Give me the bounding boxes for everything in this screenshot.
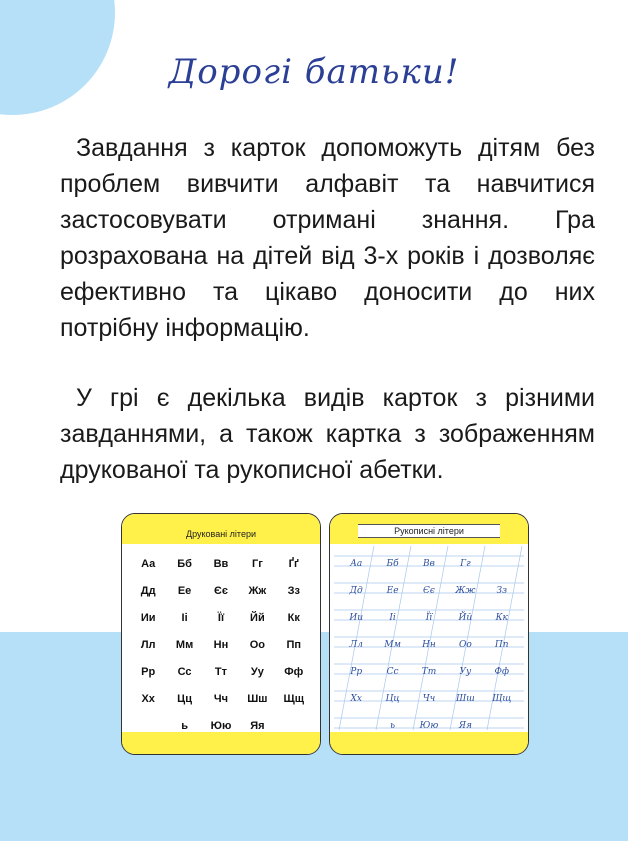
- letter-row: [130, 631, 312, 658]
- letter-pair: Нн: [422, 639, 436, 650]
- letter-pair: Рр: [141, 665, 156, 678]
- letter-pair: Сс: [177, 665, 192, 678]
- letter-pair: Її: [217, 611, 225, 624]
- letter-pair: Аа: [141, 557, 156, 570]
- letter-row: [130, 550, 312, 577]
- letter-pair: Нн: [213, 638, 229, 651]
- letter-pair: Тт: [214, 665, 228, 678]
- letter-pair: Бб: [386, 558, 399, 569]
- letter-pair: Жж: [455, 585, 476, 596]
- letter-pair: Ии: [349, 612, 364, 623]
- letter-pair: Зз: [496, 585, 508, 596]
- letter-pair: Цц: [385, 693, 400, 704]
- letter-pair: Лл: [349, 639, 363, 650]
- handwritten-letters-card: [329, 513, 529, 755]
- printed-letters-card: [121, 513, 321, 755]
- letter-pair: Іі: [389, 612, 396, 623]
- letter-pair: Чч: [213, 692, 229, 705]
- letter-pair: Йй: [458, 612, 473, 623]
- letter-pair: Жж: [248, 584, 267, 597]
- letter-pair: Яя: [250, 719, 265, 732]
- letter-pair: Шш: [455, 693, 475, 704]
- letter-pair: Рр: [350, 666, 363, 677]
- letter-pair: Її: [425, 612, 433, 623]
- card-footer: [122, 732, 320, 754]
- letter-pair: ь: [390, 720, 396, 731]
- letter-pair: Мм: [384, 639, 401, 650]
- letter-row: [130, 604, 312, 631]
- letter-pair: Вв: [213, 557, 229, 570]
- letter-pair: Пп: [494, 639, 509, 650]
- letter-pair: Ґґ: [288, 557, 299, 570]
- letter-pair: Уу: [459, 666, 472, 677]
- letter-pair: Чч: [422, 693, 436, 704]
- letter-pair: Пп: [286, 638, 302, 651]
- letter-pair: Оо: [249, 638, 265, 651]
- letter-pair: Лл: [140, 638, 156, 651]
- letter-pair: Шш: [247, 692, 268, 705]
- letter-pair: Вв: [423, 558, 435, 569]
- letter-pair: Іі: [181, 611, 188, 624]
- letter-pair: Хх: [350, 693, 362, 704]
- letter-row: [338, 550, 520, 577]
- letter-row: [130, 685, 312, 712]
- letter-pair: Юю: [210, 719, 232, 732]
- card-title: Друковані літери: [185, 529, 256, 539]
- letter-pair: Щщ: [283, 692, 304, 705]
- letter-pair: Фф: [494, 666, 510, 677]
- letter-pair: Єє: [214, 584, 228, 597]
- letter-row: [130, 658, 312, 685]
- intro-paragraph: Завдання з карток допоможуть дітям без проблем вивчити алфавіт та навчитися застосовувати отримані знання. Гра розрахована на дітей від 3-х років і дозволяє ефективно та цікаво доносити до них потрібну інформацію.: [60, 134, 595, 342]
- letter-pair: Ии: [140, 611, 156, 624]
- letter-pair: Кк: [287, 611, 300, 624]
- letter-pair: Бб: [177, 557, 192, 570]
- letter-pair: Дд: [349, 585, 363, 596]
- letter-pair: Тт: [421, 666, 437, 677]
- letter-pair: Зз: [287, 584, 300, 597]
- letter-row: [338, 604, 520, 631]
- letter-pair: Оо: [458, 639, 472, 650]
- letter-pair: Хх: [141, 692, 155, 705]
- letters-grid: [338, 550, 520, 739]
- letter-pair: Йй: [250, 611, 265, 624]
- cards-paragraph: У грі є декілька видів карток з різними завданнями, а також картка з зображенням друкованої та рукописної абетки.: [60, 384, 595, 484]
- card-footer: [330, 732, 528, 754]
- letter-pair: Уу: [250, 665, 264, 678]
- letter-pair: Єє: [423, 585, 435, 596]
- letter-row: [338, 658, 520, 685]
- letter-pair: Щщ: [492, 693, 512, 704]
- letter-pair: Ее: [386, 585, 399, 596]
- letter-row: [338, 685, 520, 712]
- letter-pair: Цц: [177, 692, 192, 705]
- letter-pair: Гг: [460, 558, 471, 569]
- letters-grid: [130, 550, 312, 739]
- letter-pair: Аа: [350, 558, 363, 569]
- letter-pair: Ее: [177, 584, 192, 597]
- letter-pair: Мм: [175, 638, 194, 651]
- letter-pair: Яя: [458, 720, 472, 731]
- letter-row: [130, 577, 312, 604]
- letter-pair: ь: [181, 719, 188, 732]
- letter-row: [338, 577, 520, 604]
- letter-row: [338, 631, 520, 658]
- letter-pair: Юю: [419, 720, 439, 731]
- letter-pair: Сс: [386, 666, 399, 677]
- card-title: Рукописні літери: [358, 524, 500, 538]
- letter-pair: Дд: [140, 584, 156, 597]
- letter-pair: Кк: [495, 612, 508, 623]
- letter-pair: Гг: [251, 557, 263, 570]
- letter-pair: Фф: [284, 665, 304, 678]
- page-title: Дорогі батьки!: [168, 52, 460, 92]
